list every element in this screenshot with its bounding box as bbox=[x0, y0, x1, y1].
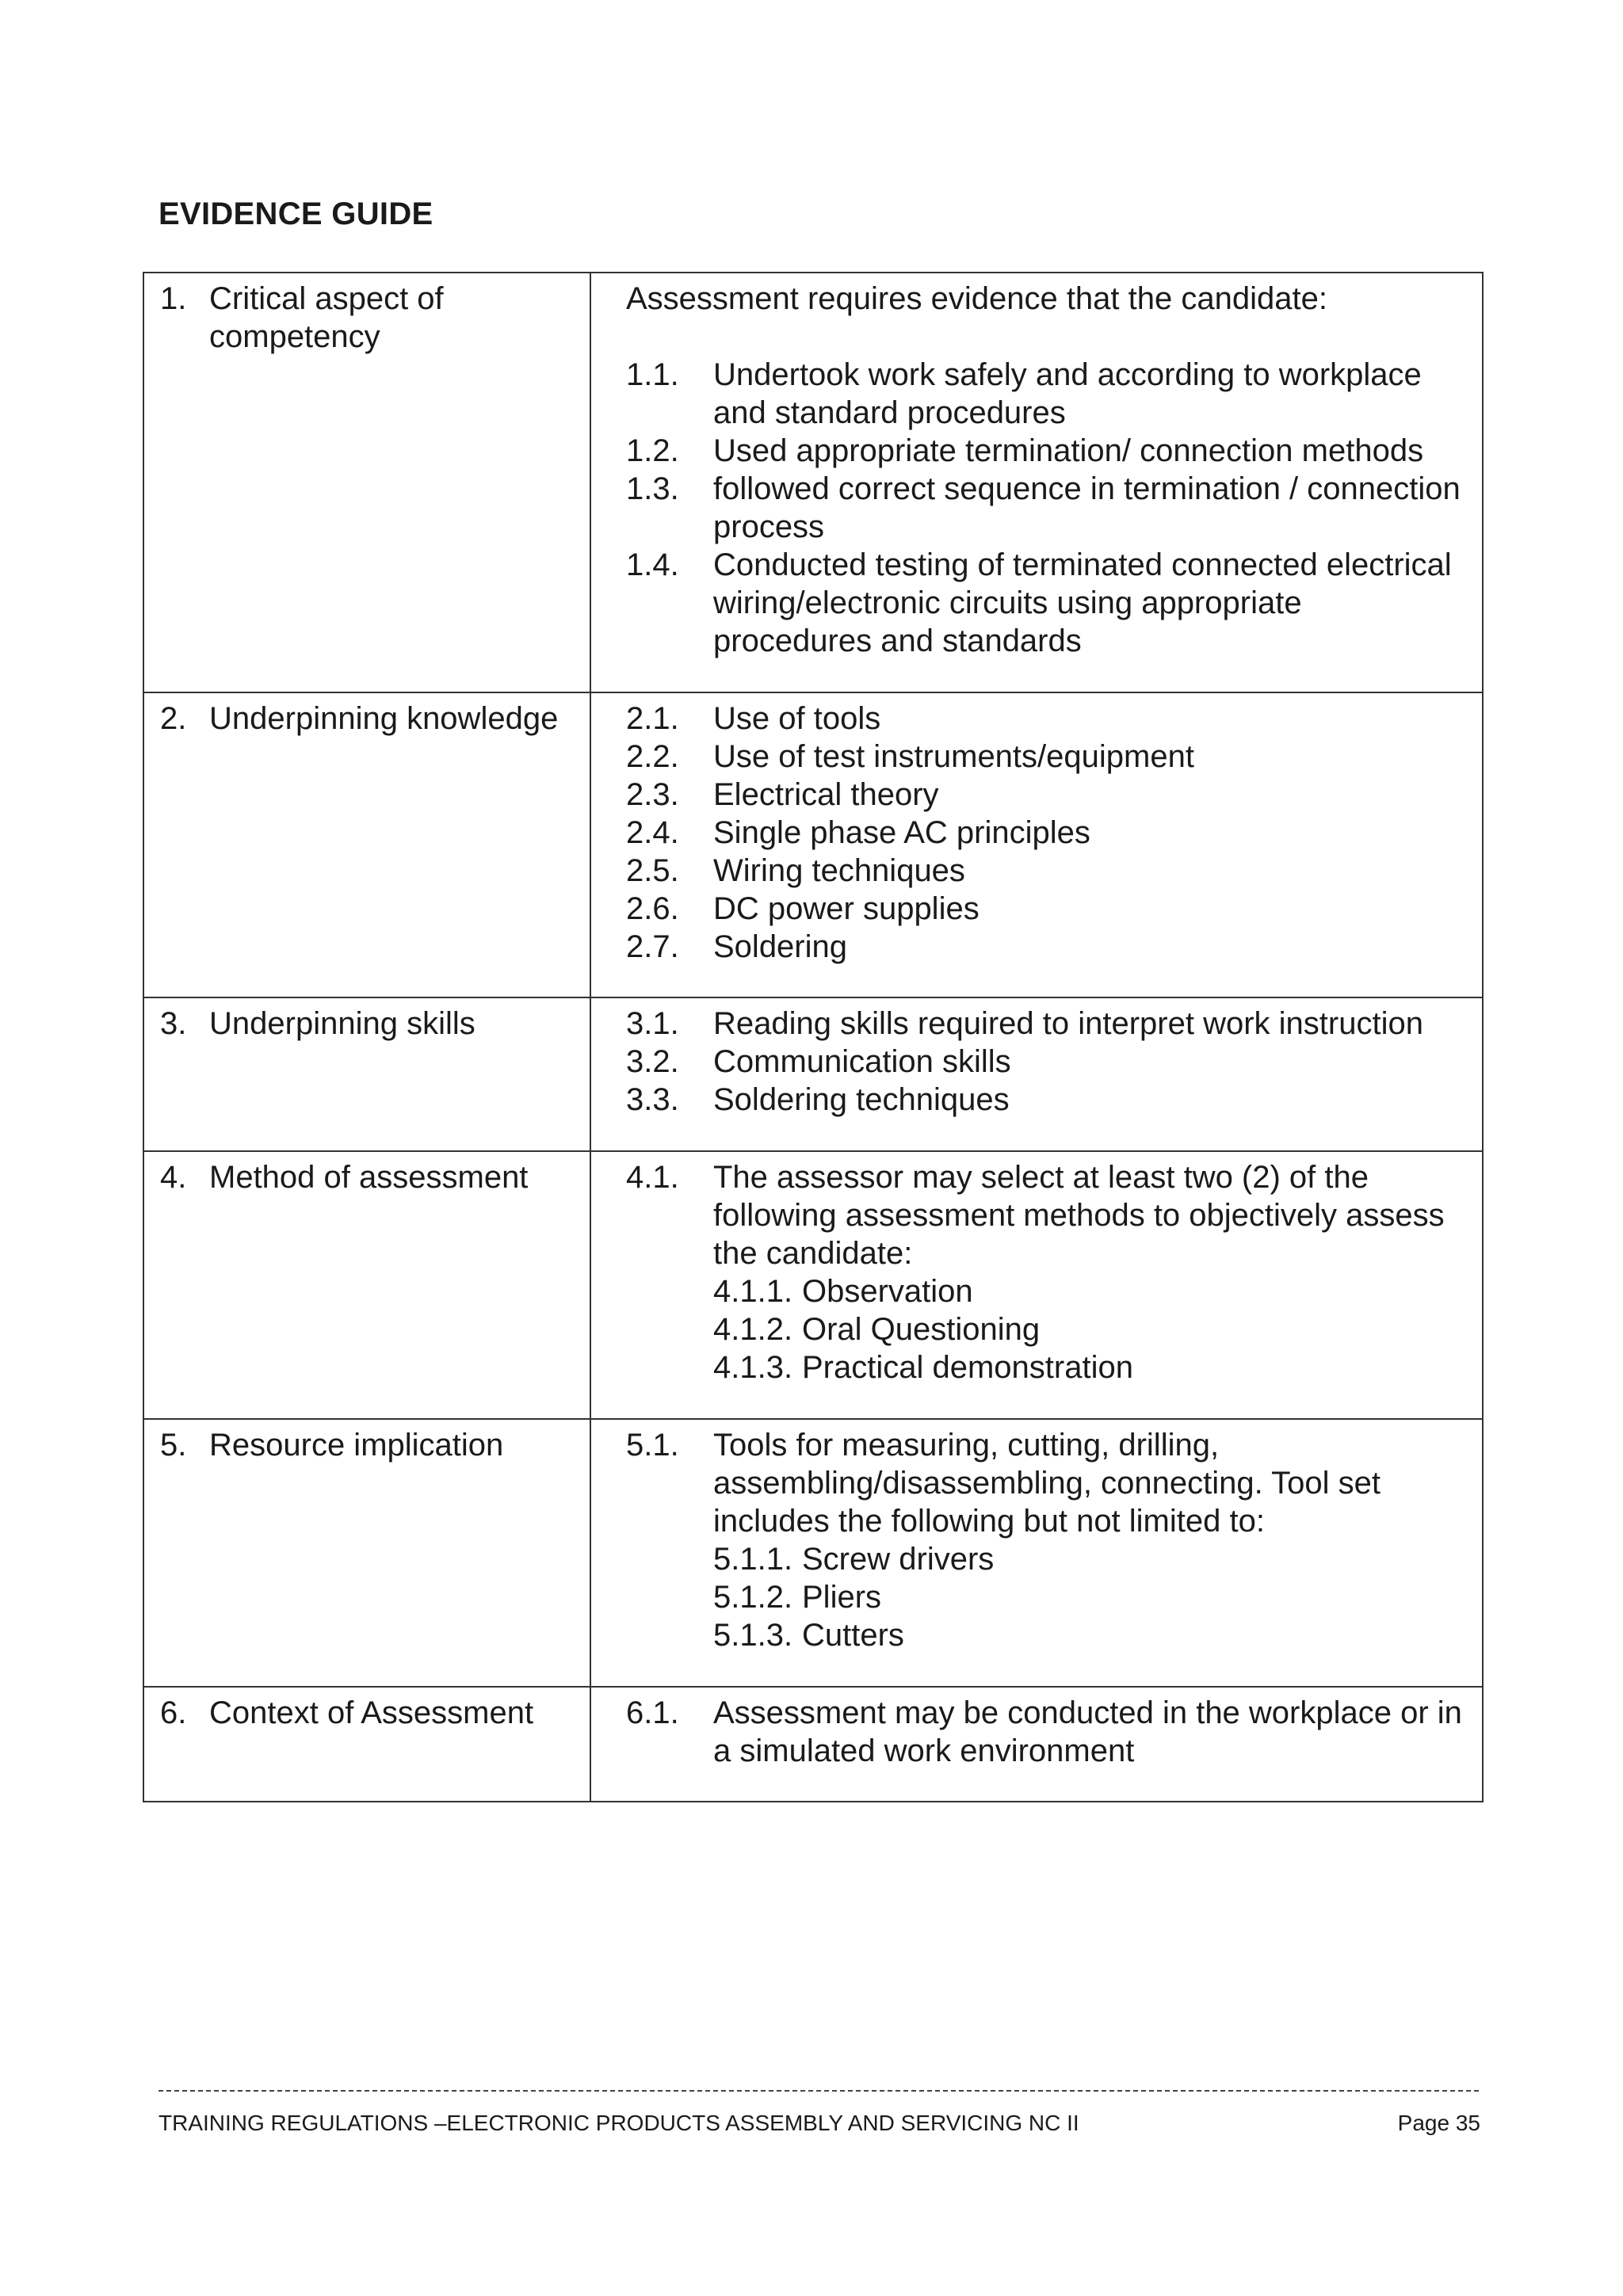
list-item bbox=[626, 1426, 1466, 1654]
item-number: 5.1. bbox=[626, 1428, 679, 1463]
row-title-cell bbox=[143, 997, 590, 1151]
sub-item-number: 4.1.3. bbox=[713, 1350, 793, 1385]
item-number: 4.1. bbox=[626, 1160, 679, 1195]
list-item bbox=[626, 1043, 1466, 1081]
sub-list-item bbox=[713, 1272, 1466, 1310]
item-text: Assessment may be conducted in the workplace or in a simulated work environment bbox=[713, 1695, 1462, 1768]
item-number: 6.1. bbox=[626, 1695, 679, 1730]
item-text: Use of test instruments/equipment bbox=[713, 739, 1194, 774]
page-title: EVIDENCE GUIDE bbox=[158, 196, 433, 231]
table-row bbox=[143, 273, 1483, 692]
item-text: Use of tools bbox=[713, 701, 881, 736]
list-item bbox=[626, 356, 1466, 432]
table-row bbox=[143, 692, 1483, 997]
item-number: 2.4. bbox=[626, 815, 679, 850]
list-item bbox=[626, 546, 1466, 660]
sub-list-item bbox=[713, 1540, 1466, 1578]
table-row bbox=[143, 1419, 1483, 1687]
item-number: 2.6. bbox=[626, 891, 679, 926]
list-item bbox=[626, 738, 1466, 776]
list-item bbox=[626, 1694, 1466, 1770]
item-text: Wiring techniques bbox=[713, 853, 965, 888]
row-number: 2. bbox=[160, 701, 187, 736]
row-content-cell bbox=[590, 1151, 1483, 1419]
row-number: 3. bbox=[160, 1006, 187, 1041]
row-title: Method of assessment bbox=[209, 1160, 529, 1195]
table-row bbox=[143, 1687, 1483, 1802]
sub-item-number: 5.1.3. bbox=[713, 1618, 793, 1653]
item-number: 3.1. bbox=[626, 1006, 679, 1041]
row-title-cell bbox=[143, 1151, 590, 1419]
sub-list-item bbox=[713, 1578, 1466, 1616]
list-item bbox=[626, 928, 1466, 966]
row-number: 4. bbox=[160, 1160, 187, 1195]
row-title: Underpinning skills bbox=[209, 1006, 475, 1041]
list-item bbox=[626, 890, 1466, 928]
sub-list-item bbox=[713, 1348, 1466, 1386]
list-item bbox=[626, 1005, 1466, 1043]
row-title-cell bbox=[143, 1687, 590, 1802]
item-number: 3.2. bbox=[626, 1044, 679, 1079]
table-row bbox=[143, 997, 1483, 1151]
list-item bbox=[626, 700, 1466, 738]
row-number: 6. bbox=[160, 1695, 187, 1730]
sub-item-text: Observation bbox=[802, 1274, 973, 1309]
item-text: Communication skills bbox=[713, 1044, 1011, 1079]
item-text: Single phase AC principles bbox=[713, 815, 1090, 850]
list-item bbox=[626, 1158, 1466, 1386]
footer-title: TRAINING REGULATIONS –ELECTRONIC PRODUCTS ASSEMBLY AND SERVICING NC II bbox=[158, 2111, 1079, 2135]
sub-item-text: Practical demonstration bbox=[802, 1350, 1133, 1385]
row-content-cell bbox=[590, 1687, 1483, 1802]
item-text: Soldering bbox=[713, 929, 848, 964]
table-row bbox=[143, 1151, 1483, 1419]
item-text: Used appropriate termination/ connection methods bbox=[713, 433, 1424, 468]
sub-item-number: 5.1.2. bbox=[713, 1580, 793, 1615]
row-title: Underpinning knowledge bbox=[209, 701, 559, 736]
list-item bbox=[626, 432, 1466, 470]
item-number: 1.4. bbox=[626, 547, 679, 582]
row-content-cell bbox=[590, 1419, 1483, 1687]
evidence-guide-table bbox=[143, 272, 1484, 1802]
item-number: 2.1. bbox=[626, 701, 679, 736]
row-title: Critical aspect of competency bbox=[209, 281, 444, 354]
list-item bbox=[626, 852, 1466, 890]
sub-item-text: Screw drivers bbox=[802, 1542, 995, 1577]
row-title-cell bbox=[143, 273, 590, 692]
item-number: 1.2. bbox=[626, 433, 679, 468]
item-text: The assessor may select at least two (2) of the following assessment methods to objectively assess the candidate: bbox=[713, 1160, 1445, 1271]
sub-list-item bbox=[713, 1310, 1466, 1348]
row-intro: Assessment requires evidence that the candidate: bbox=[626, 281, 1327, 316]
item-number: 1.3. bbox=[626, 471, 679, 506]
item-number: 3.3. bbox=[626, 1082, 679, 1117]
item-text: Reading skills required to interpret work instruction bbox=[713, 1006, 1423, 1041]
item-number: 2.7. bbox=[626, 929, 679, 964]
list-item bbox=[626, 1081, 1466, 1119]
sub-item-number: 4.1.2. bbox=[713, 1312, 793, 1347]
item-text: DC power supplies bbox=[713, 891, 980, 926]
page-number: Page 35 bbox=[1397, 2111, 1480, 2135]
row-title: Resource implication bbox=[209, 1428, 504, 1463]
row-title-cell bbox=[143, 692, 590, 997]
sub-item-number: 4.1.1. bbox=[713, 1274, 793, 1309]
item-number: 2.2. bbox=[626, 739, 679, 774]
item-number: 2.5. bbox=[626, 853, 679, 888]
list-item bbox=[626, 470, 1466, 546]
item-text: Soldering techniques bbox=[713, 1082, 1010, 1117]
item-number: 1.1. bbox=[626, 357, 679, 392]
item-text: Electrical theory bbox=[713, 777, 939, 812]
row-title-cell bbox=[143, 1419, 590, 1687]
row-content-cell bbox=[590, 273, 1483, 692]
list-item bbox=[626, 776, 1466, 814]
item-text: Undertook work safely and according to workplace and standard procedures bbox=[713, 357, 1422, 430]
row-number: 1. bbox=[160, 281, 187, 316]
footer-divider bbox=[158, 2090, 1479, 2092]
sub-item-text: Pliers bbox=[802, 1580, 882, 1615]
sub-item-text: Cutters bbox=[802, 1618, 904, 1653]
sub-item-number: 5.1.1. bbox=[713, 1542, 793, 1577]
item-text: Tools for measuring, cutting, drilling, assembling/disassembling, connecting. Tool set includes the following but not limited to: bbox=[713, 1428, 1381, 1539]
row-title: Context of Assessment bbox=[209, 1695, 534, 1730]
sub-list-item bbox=[713, 1616, 1466, 1654]
row-content-cell bbox=[590, 997, 1483, 1151]
row-content-cell bbox=[590, 692, 1483, 997]
list-item bbox=[626, 814, 1466, 852]
item-text: followed correct sequence in termination / connection process bbox=[713, 471, 1461, 544]
item-number: 2.3. bbox=[626, 777, 679, 812]
item-text: Conducted testing of terminated connected electrical wiring/electronic circuits using appropriate procedures and standards bbox=[713, 547, 1452, 658]
row-number: 5. bbox=[160, 1428, 187, 1463]
sub-item-text: Oral Questioning bbox=[802, 1312, 1041, 1347]
